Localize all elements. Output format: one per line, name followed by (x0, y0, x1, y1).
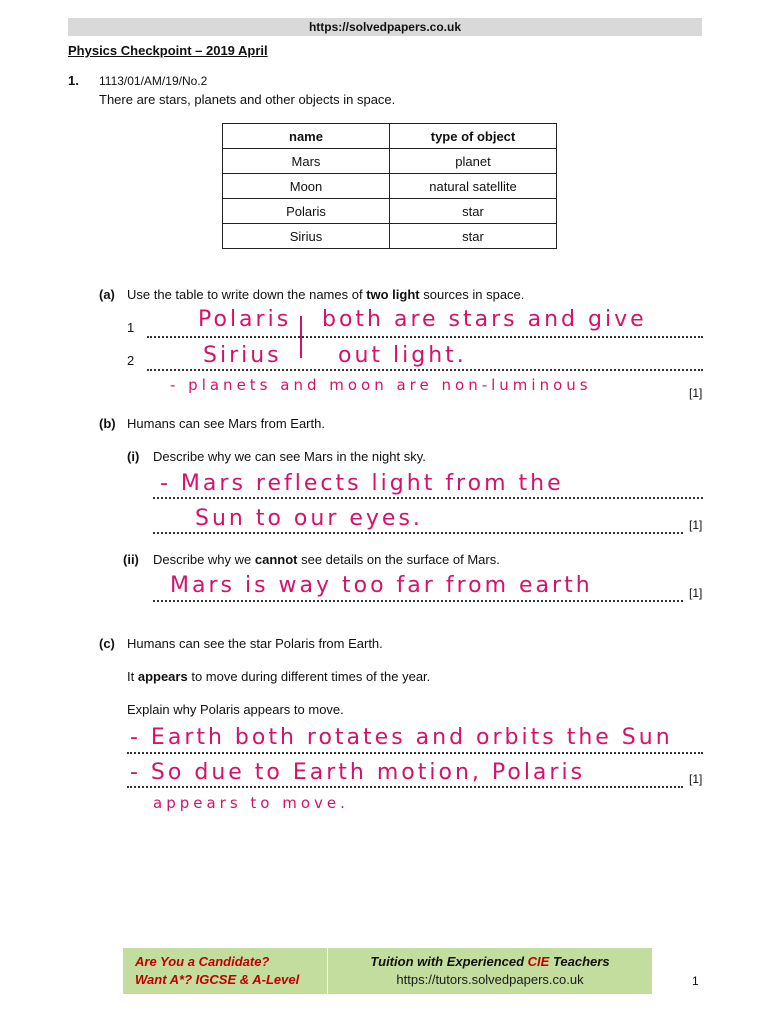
table-cell: star (390, 199, 557, 224)
table-cell: Mars (223, 149, 390, 174)
table-row (223, 174, 557, 199)
answer-line (153, 532, 683, 534)
part-c-emphasis: appears (137, 669, 188, 684)
advert-offer-after: Teachers (549, 954, 610, 969)
part-c-statement (127, 669, 430, 684)
advert-divider (327, 948, 328, 994)
part-b-i-label: (i) (127, 449, 140, 464)
advert-offer-title (340, 953, 640, 971)
part-a-question (127, 287, 524, 302)
part-b-question: Humans can see Mars from Earth. (127, 416, 325, 431)
table-cell: star (390, 224, 557, 249)
advert-offer (340, 953, 640, 989)
answer-line (153, 497, 703, 499)
part-b-ii-emphasis: cannot (254, 552, 298, 567)
advert-offer-cie: CIE (527, 954, 550, 969)
handwritten-answer: both are stars and give (322, 307, 647, 332)
advert-tagline (135, 953, 299, 989)
document-title: Physics Checkpoint – 2019 April (68, 43, 268, 58)
table-cell: natural satellite (390, 174, 557, 199)
answer-line (147, 369, 703, 371)
table-header-cell: name (223, 124, 390, 149)
part-b-label: (b) (99, 416, 116, 431)
part-a-emphasis: two light (366, 287, 420, 302)
handwritten-answer: Sun to our eyes. (195, 506, 423, 531)
answer-line-number: 2 (127, 353, 135, 368)
table-header-row (223, 124, 557, 149)
answer-line (147, 336, 703, 338)
part-a-text-before: Use the table to write down the names of (127, 287, 367, 302)
part-c-question: Humans can see the star Polaris from Earth. (127, 636, 383, 651)
table-row (223, 149, 557, 174)
handwritten-answer: - So due to Earth motion, Polaris (130, 760, 586, 785)
table-cell: Moon (223, 174, 390, 199)
handwritten-answer: - Mars reflects light from the (160, 471, 564, 496)
handwritten-answer: Polaris (198, 307, 292, 332)
part-b-ii-question (153, 552, 500, 567)
handwritten-answer: out light. (338, 343, 467, 368)
source-url: https://solvedpapers.co.uk (308, 20, 462, 34)
part-a-text-after: sources in space. (419, 287, 525, 302)
part-b-i-question: Describe why we can see Mars in the night sky. (153, 449, 426, 464)
mark-allocation: [1] (689, 586, 703, 600)
objects-table (222, 123, 557, 249)
handwritten-brace (300, 316, 302, 358)
table-header-cell: type of object (390, 124, 557, 149)
part-b-ii-before: Describe why we (153, 552, 255, 567)
handwritten-answer: - Earth both rotates and orbits the Sun (130, 725, 673, 750)
part-c-before: It (127, 669, 138, 684)
table-cell: Polaris (223, 199, 390, 224)
handwritten-answer: appears to move. (153, 794, 349, 812)
handwritten-answer: Mars is way too far from earth (170, 573, 593, 598)
part-c-after: to move during different times of the year. (187, 669, 431, 684)
page-number: 1 (692, 974, 699, 988)
table-row (223, 199, 557, 224)
question-intro: There are stars, planets and other objects in space. (99, 92, 396, 107)
part-c-label: (c) (99, 636, 115, 651)
answer-line (127, 752, 703, 754)
handwritten-answer: - planets and moon are non-luminous (170, 376, 592, 394)
part-b-ii-after: see details on the surface of Mars. (297, 552, 500, 567)
question-number: 1. (68, 73, 79, 88)
advert-line-2: Want A*? IGCSE & A-Level (135, 972, 300, 987)
table-row (223, 224, 557, 249)
part-a-label: (a) (99, 287, 115, 302)
advert-offer-before: Tuition with Experienced (370, 954, 528, 969)
answer-line (153, 600, 683, 602)
table-cell: Sirius (223, 224, 390, 249)
answer-line (127, 786, 683, 788)
mark-allocation: [1] (689, 518, 703, 532)
answer-line-number: 1 (127, 320, 135, 335)
part-b-ii-label: (ii) (123, 552, 139, 567)
question-code: 1113/01/AM/19/No.2 (99, 74, 208, 88)
source-url-banner (68, 18, 702, 36)
advert-link[interactable]: https://tutors.solvedpapers.co.uk (396, 972, 584, 987)
table-cell: planet (390, 149, 557, 174)
part-c-instruction: Explain why Polaris appears to move. (127, 702, 344, 717)
mark-allocation: [1] (689, 772, 703, 786)
handwritten-answer: Sirius (203, 343, 282, 368)
mark-allocation: [1] (689, 386, 703, 400)
advert-line-1: Are You a Candidate? (135, 954, 270, 969)
